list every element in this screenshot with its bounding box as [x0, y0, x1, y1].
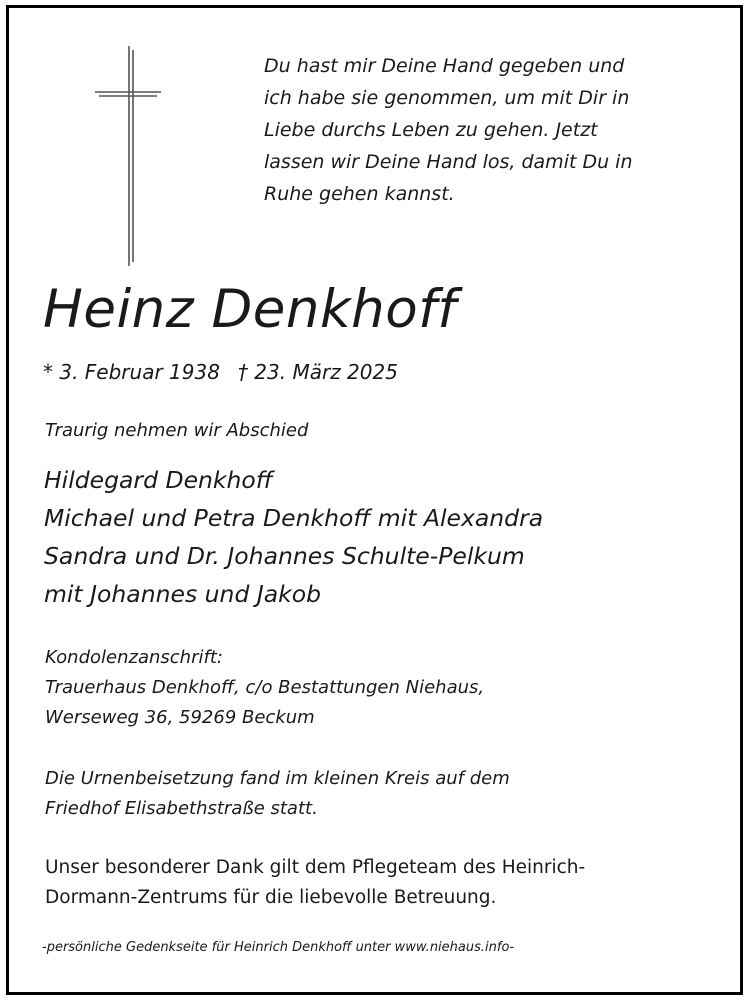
condolence-address	[45, 643, 484, 733]
thanks-note	[45, 853, 585, 913]
poem-line: Du hast mir Deine Hand gegeben und	[264, 55, 625, 77]
poem-line: ich habe sie genommen, um mit Dir in	[264, 87, 630, 109]
mourner-line: Sandra und Dr. Johannes Schulte-Pelkum	[44, 542, 525, 570]
death-date: † 23. März 2025	[237, 360, 398, 384]
deceased-name: Heinz Denkhoff	[43, 279, 457, 340]
birth-date: * 3. Februar 1938	[43, 360, 220, 384]
mourners-list	[44, 461, 543, 613]
burial-line: Friedhof Elisabethstraße statt.	[45, 798, 318, 819]
memorial-page-note: -persönliche Gedenkseite für Heinrich Denkhoff unter www.niehaus.info-	[42, 940, 515, 955]
condolence-line: Trauerhaus Denkhoff, c/o Bestattungen Niehaus,	[45, 677, 485, 698]
poem-line: Ruhe gehen kannst.	[264, 183, 455, 205]
poem	[264, 50, 704, 210]
obituary-frame	[6, 5, 743, 995]
mourner-line: mit Johannes und Jakob	[44, 580, 322, 608]
thanks-line: Dormann-Zentrums für die liebevolle Betreuung.	[45, 887, 497, 908]
cross-icon	[93, 44, 163, 269]
poem-line: Liebe durchs Leben zu gehen. Jetzt	[264, 119, 598, 141]
condolence-label: Kondolenzanschrift:	[45, 647, 223, 668]
thanks-line: Unser besonderer Dank gilt dem Pflegeteam des Heinrich-	[45, 857, 586, 878]
burial-line: Die Urnenbeisetzung fand im kleinen Kreis auf dem	[45, 768, 510, 789]
mourning-intro: Traurig nehmen wir Abschied	[45, 420, 309, 441]
poem-line: lassen wir Deine Hand los, damit Du in	[264, 151, 633, 173]
burial-notice	[45, 764, 510, 824]
mourner-line: Michael und Petra Denkhoff mit Alexandra	[44, 504, 544, 532]
mourner-line: Hildegard Denkhoff	[44, 466, 273, 494]
life-dates	[43, 360, 398, 384]
condolence-line: Werseweg 36, 59269 Beckum	[45, 707, 315, 728]
